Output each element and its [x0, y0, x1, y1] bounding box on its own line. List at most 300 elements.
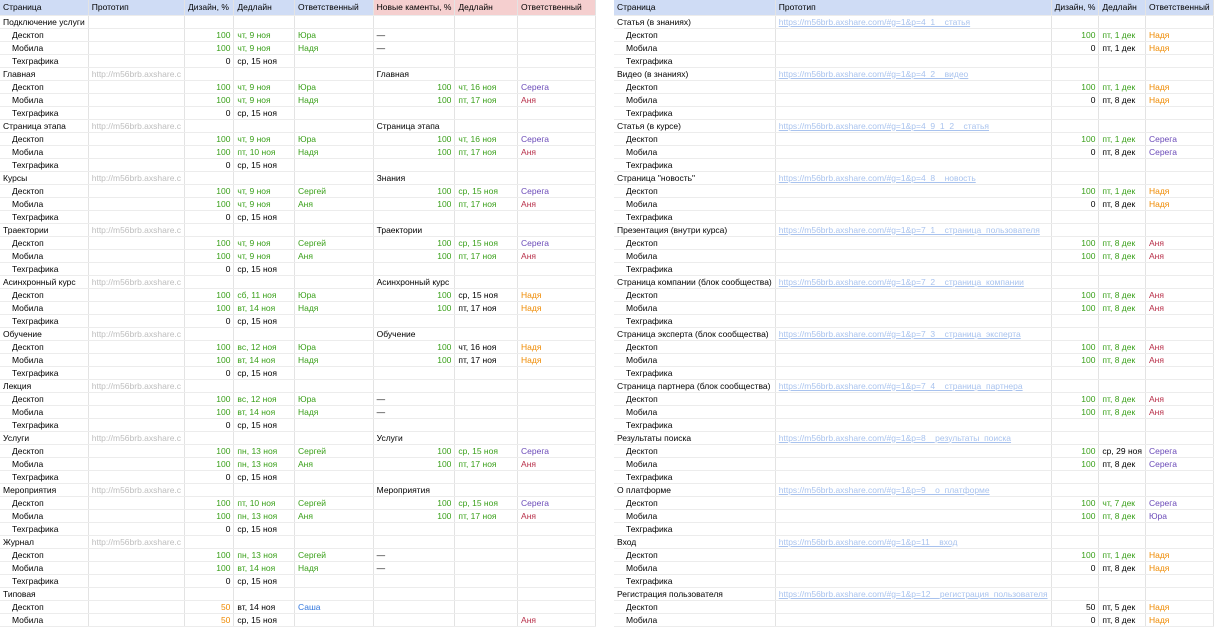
table-cell[interactable]	[455, 405, 518, 418]
column-header[interactable]: Дедлайн	[234, 0, 295, 15]
table-cell[interactable]: Надя	[518, 340, 596, 353]
table-cell[interactable]: Мобила	[0, 457, 88, 470]
table-cell[interactable]	[518, 548, 596, 561]
table-cell[interactable]: пт, 1 дек	[1099, 28, 1146, 41]
table-cell[interactable]	[775, 145, 1051, 158]
table-cell[interactable]: 100	[185, 41, 234, 54]
table-cell[interactable]	[294, 67, 373, 80]
table-cell[interactable]: 0	[185, 54, 234, 67]
table-cell[interactable]	[373, 613, 455, 626]
table-cell[interactable]: http://m56brb.axshare.c	[88, 67, 184, 80]
table-cell[interactable]: Серега	[1145, 145, 1213, 158]
table-cell[interactable]: Техграфика	[614, 158, 775, 171]
table-cell[interactable]: Серега	[518, 236, 596, 249]
table-cell[interactable]	[1145, 535, 1213, 548]
table-cell[interactable]: Юра	[294, 132, 373, 145]
table-cell[interactable]: 100	[185, 93, 234, 106]
table-cell[interactable]	[518, 561, 596, 574]
table-cell[interactable]: 0	[1051, 145, 1099, 158]
table-cell[interactable]	[88, 587, 184, 600]
table-cell[interactable]	[1051, 171, 1099, 184]
table-cell[interactable]: 100	[185, 236, 234, 249]
table-cell[interactable]: пн, 13 ноя	[234, 548, 295, 561]
table-cell[interactable]: Надя	[294, 93, 373, 106]
table-cell[interactable]	[775, 392, 1051, 405]
table-cell[interactable]	[1145, 158, 1213, 171]
table-cell[interactable]: 100	[1051, 80, 1099, 93]
table-cell[interactable]	[775, 418, 1051, 431]
table-cell[interactable]	[455, 366, 518, 379]
table-cell[interactable]	[775, 613, 1051, 626]
table-cell[interactable]: Мобила	[0, 561, 88, 574]
table-cell[interactable]	[775, 197, 1051, 210]
table-cell[interactable]: 0	[1051, 197, 1099, 210]
table-cell[interactable]	[518, 158, 596, 171]
table-cell[interactable]	[518, 483, 596, 496]
table-cell[interactable]: 0	[185, 158, 234, 171]
table-cell[interactable]	[88, 340, 184, 353]
table-cell[interactable]: 100	[185, 197, 234, 210]
table-cell[interactable]: Техграфика	[614, 210, 775, 223]
table-cell[interactable]	[518, 431, 596, 444]
table-cell[interactable]: Десктоп	[614, 392, 775, 405]
table-cell[interactable]: пт, 8 дек	[1099, 93, 1146, 106]
table-cell[interactable]: пт, 1 дек	[1099, 132, 1146, 145]
table-cell[interactable]	[518, 54, 596, 67]
table-cell[interactable]: Десктоп	[0, 548, 88, 561]
table-cell[interactable]	[775, 54, 1051, 67]
table-cell[interactable]: вс, 12 ноя	[234, 340, 295, 353]
table-cell[interactable]	[234, 275, 295, 288]
table-cell[interactable]: ср, 15 ноя	[234, 158, 295, 171]
table-cell[interactable]	[185, 275, 234, 288]
table-cell[interactable]: 100	[185, 145, 234, 158]
table-cell[interactable]: http://m56brb.axshare.c	[88, 171, 184, 184]
table-cell[interactable]: 0	[185, 210, 234, 223]
table-cell[interactable]: Десктоп	[0, 80, 88, 93]
table-cell[interactable]	[88, 301, 184, 314]
table-cell[interactable]: 100	[1051, 249, 1099, 262]
table-cell[interactable]	[1145, 314, 1213, 327]
table-cell[interactable]: 100	[373, 93, 455, 106]
table-cell[interactable]: Траектории	[0, 223, 88, 236]
table-cell[interactable]	[88, 145, 184, 158]
table-cell[interactable]: Мобила	[0, 509, 88, 522]
table-cell[interactable]	[775, 548, 1051, 561]
table-cell[interactable]: Десктоп	[614, 28, 775, 41]
table-cell[interactable]: вт, 14 ноя	[234, 561, 295, 574]
table-cell[interactable]	[775, 470, 1051, 483]
table-cell[interactable]: 100	[373, 353, 455, 366]
table-cell[interactable]	[775, 132, 1051, 145]
table-cell[interactable]: Техграфика	[0, 470, 88, 483]
table-cell[interactable]: Аня	[1145, 236, 1213, 249]
table-cell[interactable]	[234, 431, 295, 444]
column-header[interactable]: Дедлайн	[1099, 0, 1146, 15]
table-cell[interactable]: ср, 15 ноя	[234, 54, 295, 67]
table-cell[interactable]: пт, 8 дек	[1099, 457, 1146, 470]
table-cell[interactable]	[1145, 483, 1213, 496]
table-cell[interactable]: ср, 15 ноя	[234, 613, 295, 626]
table-cell[interactable]: пт, 8 дек	[1099, 561, 1146, 574]
table-cell[interactable]	[455, 418, 518, 431]
table-cell[interactable]: Надя	[294, 145, 373, 158]
table-cell[interactable]	[518, 106, 596, 119]
table-cell[interactable]	[455, 28, 518, 41]
table-cell[interactable]: Серега	[1145, 132, 1213, 145]
table-cell[interactable]: Десктоп	[614, 548, 775, 561]
table-cell[interactable]: ср, 15 ноя	[234, 262, 295, 275]
table-cell[interactable]: Результаты поиска	[614, 431, 775, 444]
table-cell[interactable]: Аня	[294, 249, 373, 262]
table-cell[interactable]: Техграфика	[0, 366, 88, 379]
table-cell[interactable]: чт, 16 ноя	[455, 132, 518, 145]
table-cell[interactable]: 100	[373, 80, 455, 93]
table-cell[interactable]	[1099, 574, 1146, 587]
table-cell[interactable]	[88, 613, 184, 626]
table-cell[interactable]	[1099, 67, 1146, 80]
table-cell[interactable]: Мобила	[0, 249, 88, 262]
table-cell[interactable]: 100	[185, 496, 234, 509]
table-cell[interactable]	[518, 28, 596, 41]
table-cell[interactable]: Аня	[1145, 405, 1213, 418]
table-cell[interactable]: Десктоп	[0, 236, 88, 249]
table-cell[interactable]	[1145, 418, 1213, 431]
table-cell[interactable]	[775, 210, 1051, 223]
table-cell[interactable]	[1051, 67, 1099, 80]
table-cell[interactable]: чт, 9 ноя	[234, 28, 295, 41]
table-cell[interactable]: Десктоп	[0, 132, 88, 145]
table-cell[interactable]: —	[373, 41, 455, 54]
table-cell[interactable]: Техграфика	[614, 366, 775, 379]
table-cell[interactable]: Аня	[518, 457, 596, 470]
table-cell[interactable]	[1051, 379, 1099, 392]
table-cell[interactable]	[518, 67, 596, 80]
table-cell[interactable]	[294, 613, 373, 626]
table-cell[interactable]: 100	[373, 444, 455, 457]
table-cell[interactable]	[88, 366, 184, 379]
table-cell[interactable]: Техграфика	[614, 522, 775, 535]
table-cell[interactable]: Мобила	[614, 93, 775, 106]
table-cell[interactable]: 100	[1051, 496, 1099, 509]
table-cell[interactable]: Аня	[518, 249, 596, 262]
table-cell[interactable]	[1051, 223, 1099, 236]
table-cell[interactable]: Мобила	[614, 405, 775, 418]
table-cell[interactable]	[1145, 210, 1213, 223]
table-cell[interactable]: 100	[373, 340, 455, 353]
table-cell[interactable]: Вход	[614, 535, 775, 548]
table-cell[interactable]: 100	[373, 249, 455, 262]
table-cell[interactable]	[775, 28, 1051, 41]
table-cell[interactable]: Техграфика	[614, 106, 775, 119]
table-cell[interactable]: Техграфика	[0, 522, 88, 535]
table-cell[interactable]	[1051, 470, 1099, 483]
table-cell[interactable]: Надя	[294, 353, 373, 366]
table-cell[interactable]	[294, 119, 373, 132]
table-cell[interactable]	[294, 15, 373, 28]
table-cell[interactable]	[455, 54, 518, 67]
table-cell[interactable]: Мобила	[0, 301, 88, 314]
table-cell[interactable]: 50	[1051, 600, 1099, 613]
table-cell[interactable]: чт, 9 ноя	[234, 132, 295, 145]
table-cell[interactable]	[1051, 327, 1099, 340]
table-cell[interactable]	[1145, 470, 1213, 483]
table-cell[interactable]: Мобила	[0, 405, 88, 418]
table-cell[interactable]: Серега	[518, 444, 596, 457]
table-cell[interactable]: Надя	[1145, 28, 1213, 41]
table-cell[interactable]: 100	[1051, 392, 1099, 405]
table-cell[interactable]	[518, 314, 596, 327]
table-cell[interactable]: вт, 14 ноя	[234, 405, 295, 418]
table-cell[interactable]	[373, 158, 455, 171]
table-cell[interactable]	[775, 509, 1051, 522]
table-cell[interactable]: Техграфика	[0, 262, 88, 275]
table-cell[interactable]: Десктоп	[614, 80, 775, 93]
table-cell[interactable]	[775, 158, 1051, 171]
table-cell[interactable]	[1051, 119, 1099, 132]
table-cell[interactable]: http://m56brb.axshare.c	[88, 379, 184, 392]
table-cell[interactable]: 0	[185, 366, 234, 379]
table-cell[interactable]	[373, 366, 455, 379]
table-cell[interactable]: Мобила	[614, 145, 775, 158]
table-cell[interactable]: 100	[373, 145, 455, 158]
table-cell[interactable]	[1145, 522, 1213, 535]
table-cell[interactable]	[775, 249, 1051, 262]
table-cell[interactable]: Техграфика	[614, 470, 775, 483]
table-cell[interactable]: Надя	[1145, 80, 1213, 93]
table-cell[interactable]: вт, 14 ноя	[234, 353, 295, 366]
table-cell[interactable]: —	[373, 548, 455, 561]
table-cell[interactable]: 100	[1051, 132, 1099, 145]
table-cell[interactable]	[1145, 275, 1213, 288]
table-cell[interactable]	[1051, 522, 1099, 535]
table-cell[interactable]: ср, 15 ноя	[455, 444, 518, 457]
table-cell[interactable]	[455, 535, 518, 548]
table-cell[interactable]: Мобила	[0, 613, 88, 626]
table-cell[interactable]	[1099, 158, 1146, 171]
table-cell[interactable]: ср, 15 ноя	[455, 184, 518, 197]
table-cell[interactable]	[1145, 106, 1213, 119]
table-cell[interactable]	[234, 483, 295, 496]
table-cell[interactable]	[185, 15, 234, 28]
table-cell[interactable]	[518, 275, 596, 288]
table-cell[interactable]: Мобила	[614, 613, 775, 626]
table-cell[interactable]	[1145, 223, 1213, 236]
table-cell[interactable]	[775, 262, 1051, 275]
table-cell[interactable]: 100	[185, 509, 234, 522]
table-cell[interactable]: 100	[373, 457, 455, 470]
table-cell[interactable]: Серега	[518, 496, 596, 509]
table-cell[interactable]: Техграфика	[0, 210, 88, 223]
table-cell[interactable]: ср, 15 ноя	[234, 106, 295, 119]
table-cell[interactable]: вт, 14 ноя	[234, 600, 295, 613]
table-cell[interactable]	[775, 340, 1051, 353]
table-cell[interactable]: —	[373, 392, 455, 405]
table-cell[interactable]: Мобила	[614, 41, 775, 54]
column-header[interactable]: Ответственный	[1145, 0, 1213, 15]
table-cell[interactable]: http://m56brb.axshare.c	[88, 327, 184, 340]
table-cell[interactable]: Десктоп	[614, 600, 775, 613]
table-cell[interactable]: Десктоп	[614, 288, 775, 301]
table-cell[interactable]: Регистрация пользователя	[614, 587, 775, 600]
table-cell[interactable]: Надя	[518, 301, 596, 314]
table-cell[interactable]: Асинхронный курс	[0, 275, 88, 288]
table-cell[interactable]	[1051, 210, 1099, 223]
column-header[interactable]: Дизайн, %	[185, 0, 234, 15]
table-cell[interactable]	[373, 574, 455, 587]
table-cell[interactable]	[455, 574, 518, 587]
table-cell[interactable]	[455, 210, 518, 223]
table-cell[interactable]	[1051, 15, 1099, 28]
table-cell[interactable]: http://m56brb.axshare.c	[88, 483, 184, 496]
table-cell[interactable]: Десктоп	[0, 496, 88, 509]
table-cell[interactable]: https://m56brb.axshare.com/#g=1&p=7_1__страница_пользователя	[775, 223, 1051, 236]
table-cell[interactable]	[518, 223, 596, 236]
table-cell[interactable]: 100	[1051, 548, 1099, 561]
table-cell[interactable]: Надя	[1145, 197, 1213, 210]
table-cell[interactable]: Страница эксперта (блок сообщества)	[614, 327, 775, 340]
table-cell[interactable]: 0	[185, 470, 234, 483]
table-cell[interactable]: 100	[373, 288, 455, 301]
table-cell[interactable]	[88, 197, 184, 210]
table-cell[interactable]	[455, 275, 518, 288]
table-cell[interactable]: https://m56brb.axshare.com/#g=1&p=4_8__новость	[775, 171, 1051, 184]
table-cell[interactable]	[88, 457, 184, 470]
table-cell[interactable]	[88, 574, 184, 587]
table-cell[interactable]: пт, 10 ноя	[234, 496, 295, 509]
table-cell[interactable]: Юра	[294, 288, 373, 301]
table-cell[interactable]	[234, 171, 295, 184]
table-cell[interactable]	[294, 431, 373, 444]
table-cell[interactable]: Мобила	[614, 561, 775, 574]
table-cell[interactable]: Мобила	[614, 353, 775, 366]
column-header[interactable]: Ответственный	[518, 0, 596, 15]
table-cell[interactable]	[294, 470, 373, 483]
table-cell[interactable]: Надя	[1145, 561, 1213, 574]
table-cell[interactable]	[518, 574, 596, 587]
table-cell[interactable]: Сергей	[294, 496, 373, 509]
table-cell[interactable]	[455, 171, 518, 184]
table-cell[interactable]	[1099, 106, 1146, 119]
table-cell[interactable]: Аня	[294, 457, 373, 470]
table-cell[interactable]	[88, 28, 184, 41]
table-cell[interactable]: 100	[1051, 184, 1099, 197]
table-cell[interactable]	[455, 327, 518, 340]
table-cell[interactable]: Серега	[1145, 457, 1213, 470]
table-cell[interactable]	[455, 483, 518, 496]
table-cell[interactable]: Надя	[1145, 600, 1213, 613]
table-cell[interactable]	[775, 496, 1051, 509]
table-cell[interactable]	[88, 132, 184, 145]
table-cell[interactable]: Главная	[0, 67, 88, 80]
table-cell[interactable]	[1099, 223, 1146, 236]
table-cell[interactable]: Видео (в знаниях)	[614, 67, 775, 80]
table-cell[interactable]: Обучение	[0, 327, 88, 340]
table-cell[interactable]	[455, 67, 518, 80]
table-cell[interactable]: чт, 16 ноя	[455, 340, 518, 353]
table-cell[interactable]	[1145, 366, 1213, 379]
table-cell[interactable]	[1051, 574, 1099, 587]
table-cell[interactable]: 100	[185, 301, 234, 314]
table-cell[interactable]	[1145, 379, 1213, 392]
table-cell[interactable]: https://m56brb.axshare.com/#g=1&p=4_1__статья	[775, 15, 1051, 28]
table-cell[interactable]: Статья (в курсе)	[614, 119, 775, 132]
table-cell[interactable]: https://m56brb.axshare.com/#g=1&p=7_2__страница_компании	[775, 275, 1051, 288]
table-cell[interactable]	[88, 210, 184, 223]
table-cell[interactable]	[185, 223, 234, 236]
table-cell[interactable]	[294, 366, 373, 379]
table-cell[interactable]	[294, 171, 373, 184]
column-header[interactable]: Новые каменты, %	[373, 0, 455, 15]
table-cell[interactable]: http://m56brb.axshare.c	[88, 119, 184, 132]
table-cell[interactable]	[518, 470, 596, 483]
table-cell[interactable]: чт, 9 ноя	[234, 249, 295, 262]
table-cell[interactable]: Сергей	[294, 184, 373, 197]
table-cell[interactable]: Надя	[294, 301, 373, 314]
table-cell[interactable]	[373, 535, 455, 548]
table-cell[interactable]	[88, 184, 184, 197]
table-cell[interactable]: http://m56brb.axshare.c	[88, 535, 184, 548]
table-cell[interactable]: Журнал	[0, 535, 88, 548]
table-cell[interactable]: 100	[185, 80, 234, 93]
table-cell[interactable]: чт, 9 ноя	[234, 80, 295, 93]
table-cell[interactable]: ср, 15 ноя	[455, 236, 518, 249]
table-cell[interactable]	[234, 379, 295, 392]
table-cell[interactable]: Десктоп	[0, 392, 88, 405]
column-header[interactable]: Прототип	[88, 0, 184, 15]
table-cell[interactable]: Десктоп	[614, 444, 775, 457]
table-cell[interactable]: 100	[373, 509, 455, 522]
table-cell[interactable]	[1099, 470, 1146, 483]
table-cell[interactable]: Надя	[294, 41, 373, 54]
table-cell[interactable]	[1145, 574, 1213, 587]
table-cell[interactable]: Юра	[294, 340, 373, 353]
table-cell[interactable]: Десктоп	[0, 444, 88, 457]
table-cell[interactable]	[234, 327, 295, 340]
table-cell[interactable]: Техграфика	[614, 574, 775, 587]
table-cell[interactable]: Десктоп	[0, 184, 88, 197]
table-cell[interactable]	[455, 223, 518, 236]
table-cell[interactable]	[455, 600, 518, 613]
table-cell[interactable]	[1099, 535, 1146, 548]
table-cell[interactable]: Техграфика	[614, 418, 775, 431]
table-cell[interactable]: пн, 13 ноя	[234, 509, 295, 522]
table-cell[interactable]	[455, 41, 518, 54]
table-cell[interactable]: Мероприятия	[373, 483, 455, 496]
table-cell[interactable]	[234, 587, 295, 600]
table-cell[interactable]: Десктоп	[0, 288, 88, 301]
table-cell[interactable]: Надя	[1145, 613, 1213, 626]
table-cell[interactable]: Аня	[1145, 392, 1213, 405]
table-cell[interactable]: Десктоп	[614, 340, 775, 353]
table-cell[interactable]: пт, 17 ноя	[455, 301, 518, 314]
table-cell[interactable]: 100	[1051, 288, 1099, 301]
table-cell[interactable]: Мобила	[0, 93, 88, 106]
table-cell[interactable]: Аня	[1145, 301, 1213, 314]
table-cell[interactable]	[1051, 587, 1099, 600]
table-cell[interactable]	[1099, 379, 1146, 392]
table-cell[interactable]: http://m56brb.axshare.c	[88, 431, 184, 444]
table-cell[interactable]	[373, 15, 455, 28]
table-cell[interactable]	[455, 470, 518, 483]
table-cell[interactable]	[775, 600, 1051, 613]
table-cell[interactable]: ср, 15 ноя	[234, 314, 295, 327]
table-cell[interactable]	[455, 119, 518, 132]
table-cell[interactable]: чт, 16 ноя	[455, 80, 518, 93]
table-cell[interactable]: https://m56brb.axshare.com/#g=1&p=4_9_1_2__статья	[775, 119, 1051, 132]
table-cell[interactable]: 100	[185, 28, 234, 41]
table-cell[interactable]	[294, 314, 373, 327]
